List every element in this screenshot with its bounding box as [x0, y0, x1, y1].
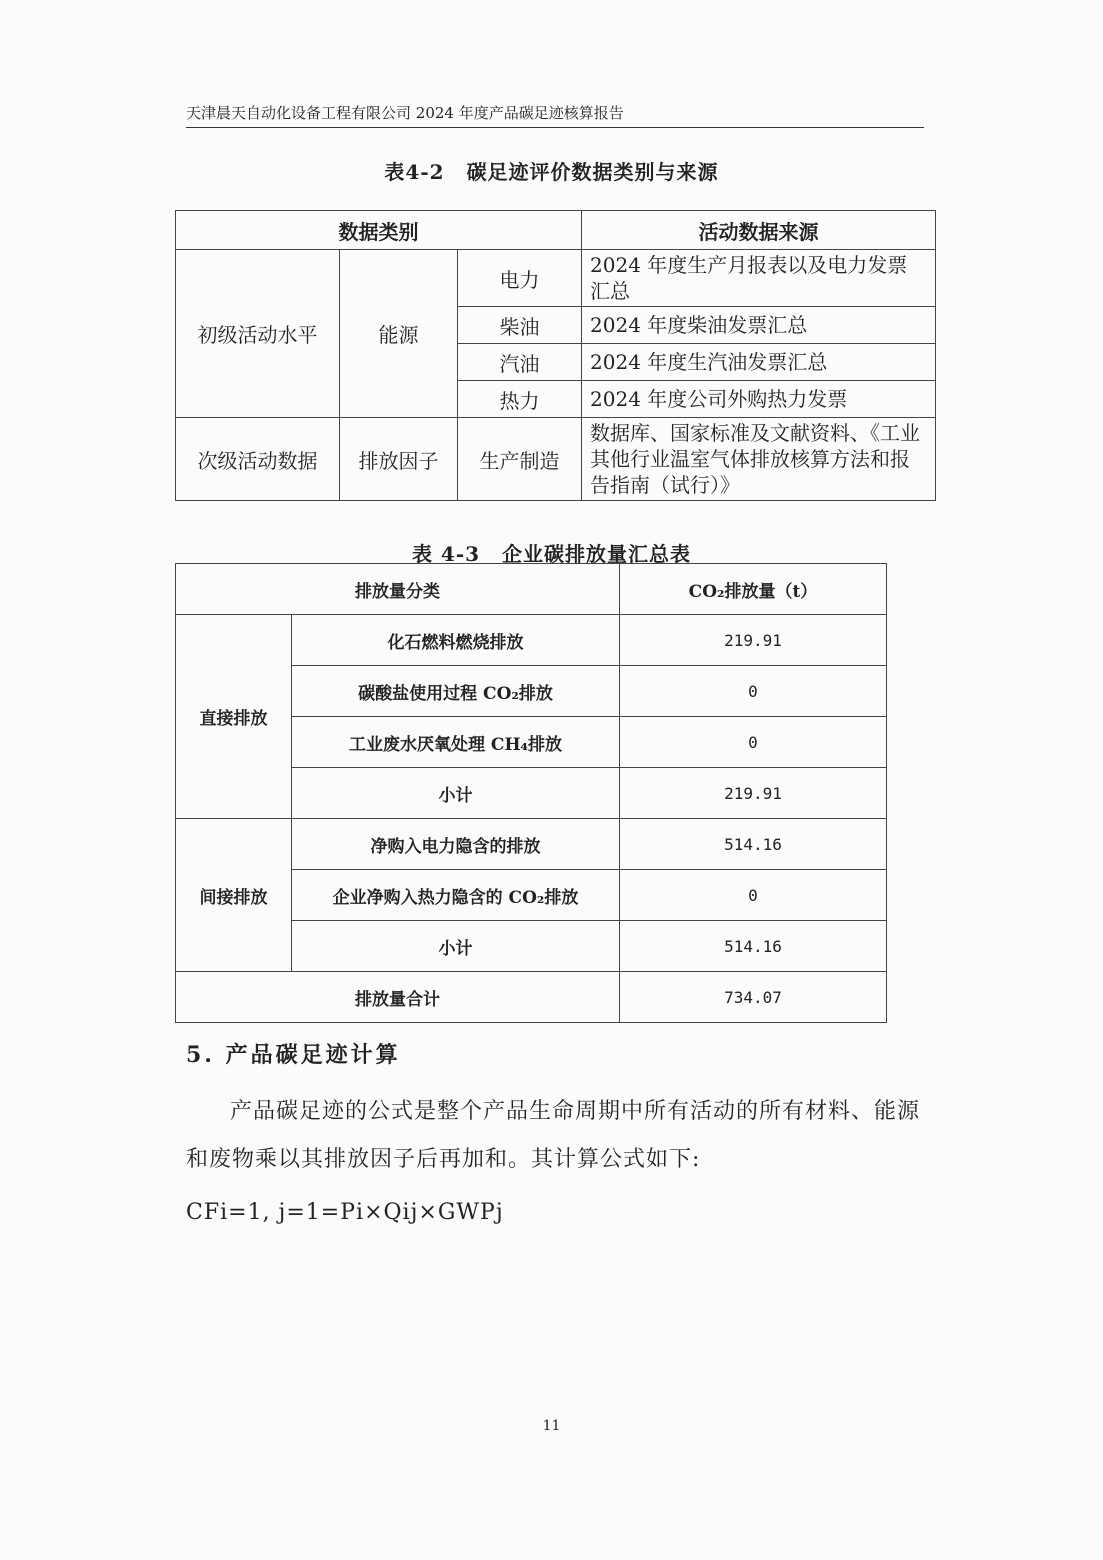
emission-value: 0 [620, 666, 887, 717]
emission-value: 219.91 [620, 615, 887, 666]
emission-item: 碳酸盐使用过程 CO₂排放 [292, 666, 620, 717]
header-data-category: 数据类别 [176, 211, 582, 250]
item-cell: 汽油 [458, 344, 582, 381]
emission-item: 化石燃料燃烧排放 [292, 615, 620, 666]
emission-item: 工业废水厌氧处理 CH₄排放 [292, 717, 620, 768]
item-cell: 热力 [458, 381, 582, 418]
caption-label: 表4-2 [384, 160, 445, 184]
data-category-source-table [175, 210, 936, 501]
table-header-row [176, 211, 936, 250]
emission-value: 0 [620, 717, 887, 768]
table-row [176, 615, 887, 666]
caption-title: 企业碳排放量汇总表 [502, 542, 692, 566]
emission-summary-table [175, 563, 887, 1023]
production-cell: 生产制造 [458, 418, 582, 501]
emission-value: 514.16 [620, 819, 887, 870]
emission-value: 0 [620, 870, 887, 921]
total-value: 734.07 [620, 972, 887, 1023]
table-row [176, 972, 887, 1023]
emission-item: 企业净购入热力隐含的 CO₂排放 [292, 870, 620, 921]
emission-item: 净购入电力隐含的排放 [292, 819, 620, 870]
table-4-2-caption [0, 156, 1103, 185]
header-emission-category: 排放量分类 [176, 564, 620, 615]
energy-cell: 能源 [340, 250, 458, 418]
emission-factor-cell: 排放因子 [340, 418, 458, 501]
page-number: 11 [542, 1418, 561, 1434]
caption-label: 表 4-3 [411, 542, 481, 566]
header-activity-source: 活动数据来源 [582, 211, 936, 250]
source-cell: 2024 年度公司外购热力发票 [582, 381, 936, 418]
table-row [176, 250, 936, 307]
body-paragraph: 产品碳足迹的公式是整个产品生命周期中所有活动的所有材料、能源和废物乘以其排放因子后再加和。其计算公式如下: [186, 1099, 921, 1172]
formula: CFi=1, j=1=Pi×Qij×GWPj [186, 1200, 504, 1225]
subtotal-value: 219.91 [620, 768, 887, 819]
source-cell: 2024 年度柴油发票汇总 [582, 307, 936, 344]
direct-emission-label: 直接排放 [176, 615, 292, 819]
item-cell: 柴油 [458, 307, 582, 344]
subtotal-label: 小计 [292, 768, 620, 819]
total-label: 排放量合计 [176, 972, 620, 1023]
table-header-row [176, 564, 887, 615]
secondary-activity-data: 次级活动数据 [176, 418, 340, 501]
section-title: 5. 产品碳足迹计算 [186, 1042, 401, 1068]
subtotal-value: 514.16 [620, 921, 887, 972]
page-header: 天津晨天自动化设备工程有限公司 2024 年度产品碳足迹核算报告 [186, 103, 924, 128]
primary-activity-level: 初级活动水平 [176, 250, 340, 418]
source-cell: 2024 年度生产月报表以及电力发票汇总 [582, 250, 936, 307]
source-cell: 2024 年度生汽油发票汇总 [582, 344, 936, 381]
table-row [176, 418, 936, 501]
item-cell: 电力 [458, 250, 582, 307]
caption-title: 碳足迹评价数据类别与来源 [466, 160, 719, 184]
header-co2-value: CO₂排放量（t） [620, 564, 887, 615]
table-row [176, 819, 887, 870]
source-cell: 数据库、国家标准及文献资料、《工业其他行业温室气体排放核算方法和报告指南（试行）》 [582, 418, 936, 501]
subtotal-label: 小计 [292, 921, 620, 972]
indirect-emission-label: 间接排放 [176, 819, 292, 972]
